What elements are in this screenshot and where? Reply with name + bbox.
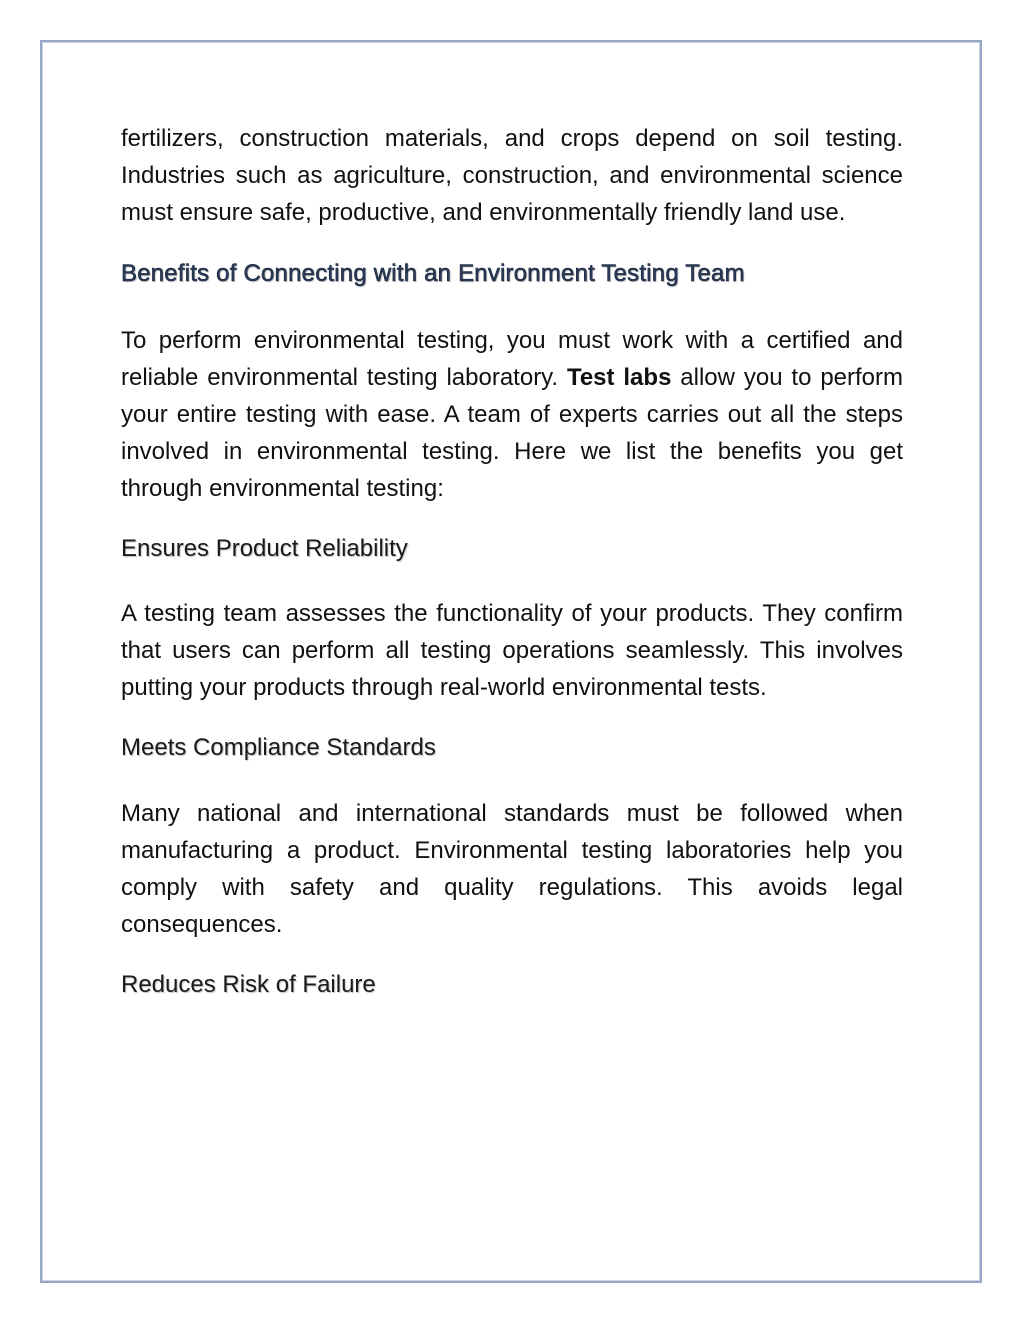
paragraph-2-text-start: To perform environmental testing, you must work with a certified and reliable environmental testing laboratory. bbox=[121, 327, 903, 391]
paragraph-environmental-testing bbox=[121, 322, 903, 507]
document-body bbox=[121, 120, 903, 1000]
test-labs-bold-text: Test labs bbox=[566, 364, 672, 391]
heading-benefits: Benefits of Connecting with an Environment Testing Team bbox=[121, 260, 745, 287]
paragraph-product-reliability: A testing team assesses the functionality of your products. They confirm that users can perform all testing operations seamlessly. This involves putting your products through real-world environmental tests. bbox=[121, 600, 903, 701]
heading-risk-of-failure: Reduces Risk of Failure bbox=[121, 971, 376, 998]
paragraph-2-text-end: allow you to perform your entire testing with ease. A team of experts carries out all the steps involved in environmental testing. Here we list the benefits you get through environmental testing: bbox=[121, 364, 904, 502]
paragraph-soil-testing: fertilizers, construction materials, and crops depend on soil testing. Industries such as agriculture, construction, and environmental science must ensure safe, productive, and environmentally friendly land use. bbox=[121, 125, 903, 226]
paragraph-compliance-standards: Many national and international standards must be followed when manufacturing a product. Environmental testing laboratories help you comply with safety and quality regulations. This avoids legal consequences. bbox=[121, 800, 903, 938]
heading-compliance-standards: Meets Compliance Standards bbox=[121, 734, 436, 761]
heading-product-reliability: Ensures Product Reliability bbox=[121, 535, 408, 562]
